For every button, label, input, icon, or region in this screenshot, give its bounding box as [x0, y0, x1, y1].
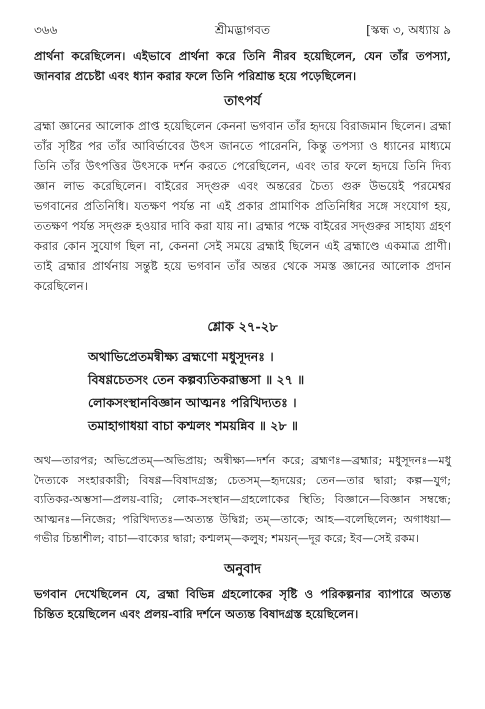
page-number: ৩৬৬ — [34, 23, 58, 37]
verse-line: অথাভিপ্রেতমন্বীক্ষ্য ব্রহ্মণো মধুসূদনঃ । — [88, 349, 274, 364]
verse-heading: শ্লোক ২৭-২৮ — [207, 320, 278, 335]
translation-heading: অনুবাদ — [224, 561, 261, 577]
verse-line: তমাহাগাধয়া বাচা কশ্মলং শময়ন্নিব ॥ ২৮ ॥ — [88, 418, 298, 433]
intro-paragraph: প্রার্থনা করেছিলেন। এইভাবে প্রার্থনা করে তিনি নীরব হয়েছিলেন, যেন তাঁর তপস্যা, জানবার প্রচেষ্টা এবং ধ্যান করার ফলে তিনি পরিশ্রান্ত হয়ে পড়েছিলেন। — [34, 49, 451, 83]
book-title: শ্রীমদ্ভাগবত — [214, 23, 270, 37]
translation-text: ভগবান দেখেছিলেন যে, ব্রহ্মা বিভিন্ন গ্রহলোকের সৃষ্টি ও পরিকল্পনার ব্যাপারে অত্যন্ত চিন্তিত হয়েছিলেন এবং প্রলয়-বারি দর্শনে অত্যন্ত বিষাদগ্রস্ত হয়েছিলেন। — [34, 586, 451, 621]
purport-heading: তাৎপর্য — [224, 94, 261, 109]
page-header — [34, 20, 451, 46]
chapter-reference: [স্কন্ধ ৩, অধ্যায় ৯ — [366, 23, 451, 37]
verse-line: লোকসংস্থানবিজ্ঞান আত্মনঃ পরিখিদ্যতঃ । — [88, 395, 297, 410]
verse-block — [34, 345, 451, 437]
synonyms-text: অথ—তারপর; অভিপ্রেতম্‌—অভিপ্রায়; অন্বীক্ষ্য—দর্শন করে; ব্রহ্মণঃ—ব্রহ্মার; মধুসূদনঃ—মধু দৈত্যকে সংহারকারী; বিষণ্ণ—বিষাদগ্রস্ত; চেতসম্‌—হৃদয়ের; তেন—তার দ্বারা; কল্প—যুগ; ব্যতিকর-অম্ভসা—প্রলয়-বারি; লোক-সংস্থান—গ্রহলোকের স্থিতি; বিজ্ঞানে—বিজ্ঞান সম্বন্ধে; আত্মনঃ—নিজের; পরিখিদ্যতঃ—অত্যন্ত উদ্বিগ্ন; তম্‌—তাকে; আহ—বলেছিলেন; অগাধয়া—গভীর চিন্তাশীল; বাচা—বাক্যের দ্বারা; কশ্মলম্‌—কলুষ; শময়ন্‌—দূর করে; ইব—সেই রকম। — [34, 454, 451, 545]
purport-text: ব্রহ্মা জ্ঞানের আলোক প্রাপ্ত হয়েছিলেন কেননা ভগবান তাঁর হৃদয়ে বিরাজমান ছিলেন। ব্রহ্মা তাঁর সৃষ্টির পর তাঁর আবির্ভাবের উৎস জানতে পারেননি, কিন্তু তপস্যা ও ধ্যানের মাধ্যমে তিনি তাঁর উৎপত্তির উৎসকে দর্শন করতে পেরেছিলেন, এবং তার ফলে হৃদয়ে তিনি দিব্য জ্ঞান লাভ করেছিলেন। বাইরের সদ্‌গুরু এবং অন্তরের চৈত্য গুরু উভয়েই পরমেশ্বর ভগবানের প্রতিনিধি। যতক্ষণ পর্যন্ত না এই প্রকার প্রামাণিক প্রতিনিধির সঙ্গে সংযোগ হয়, ততক্ষণ পর্যন্ত সদ্‌গুরু হওয়ার দাবি করা যায় না। ব্রহ্মার পক্ষে বাইরের সদ্‌গুরুর সাহায্য গ্রহণ করার কোন সুযোগ ছিল না, কেননা সেই সময়ে ব্রহ্মাই ছিলেন এই ব্রহ্মাণ্ডে একমাত্র প্রাণী। তাই ব্রহ্মার প্রার্থনায় সন্তুষ্ট হয়ে ভগবান তাঁর অন্তর থেকে সমস্ত জ্ঞানের আলোক প্রদান করেছিলেন। — [34, 119, 451, 293]
verse-line: বিষণ্ণচেতসং তেন কল্পব্যতিকরাম্ভসা ॥ ২৭ ॥ — [88, 372, 305, 387]
